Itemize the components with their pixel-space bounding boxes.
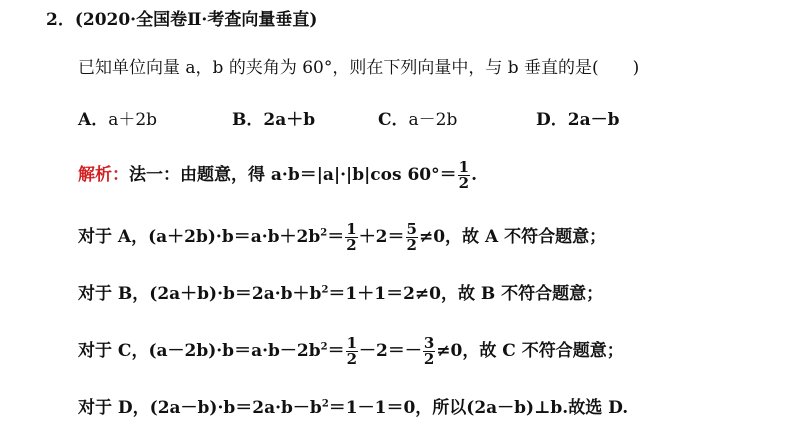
fraction: $\frac{1}{2}$ <box>346 220 357 254</box>
solution-line-1: 解析：法一：由题意，得 a·b＝|a|·|b|cos 60°＝ $\frac{1}{2}$ . <box>78 158 477 192</box>
superscript: 2 <box>320 341 328 353</box>
fraction: $\frac{1}{2}$ <box>346 334 358 368</box>
option-text: 2a－b <box>567 110 620 130</box>
solution-label: 解析： <box>78 165 129 185</box>
solution-line-5: 对于 D，$(2a-b)\cdot b=2a\cdot b-b^2=1-1=0$，所以(2a－b)⊥b.故选 D. <box>78 398 629 418</box>
option-text: a－2b <box>408 110 458 130</box>
option-text: a＋2b <box>108 110 158 130</box>
option-label: C． <box>378 110 409 130</box>
option-c <box>378 108 457 132</box>
question-header: 2．(2020·全国卷Ⅱ·考查向量垂直) <box>46 10 318 30</box>
fraction: $\frac{1}{2}$ <box>458 158 470 192</box>
option-d <box>536 108 619 132</box>
fraction: $\frac{3}{2}$ <box>423 334 435 368</box>
option-label: D． <box>536 110 568 130</box>
fraction: $\frac{5}{2}$ <box>406 220 417 254</box>
superscript: 2 <box>320 227 328 239</box>
solution-line-2: 对于 A，$(a+2b)\cdot b=a\cdot b+2b^2=$ $\frac{1}{2}$ ＋2＝ $\frac{5}{2}$ ≠0，故 A 不符合题意； <box>78 220 607 254</box>
option-a <box>78 108 157 132</box>
solution-text: 法一：由题意，得 a·b＝|a|·|b|cos 60°＝ <box>129 165 457 185</box>
question-stem: 已知单位向量 a，b 的夹角为 60°，则在下列向量中，与 b 垂直的是( ) <box>78 58 640 78</box>
option-b <box>232 108 315 132</box>
solution-line-4: 对于 C，$(a-2b)\cdot b=a\cdot b-2b^2=$ $\frac{1}{2}$ －2＝－ $\frac{3}{2}$ ≠0，故 C 不符合题意； <box>78 334 624 368</box>
option-label: A． <box>78 110 109 130</box>
superscript: 2 <box>321 284 329 296</box>
solution-line-3: 对于 B，$(2a+b)\cdot b=2a\cdot b+b^2=1+1=2\ne 0$，故 B 不符合题意； <box>78 284 604 304</box>
option-label: B． <box>232 110 264 130</box>
superscript: 2 <box>321 398 329 410</box>
option-text: 2a＋b <box>263 110 316 130</box>
